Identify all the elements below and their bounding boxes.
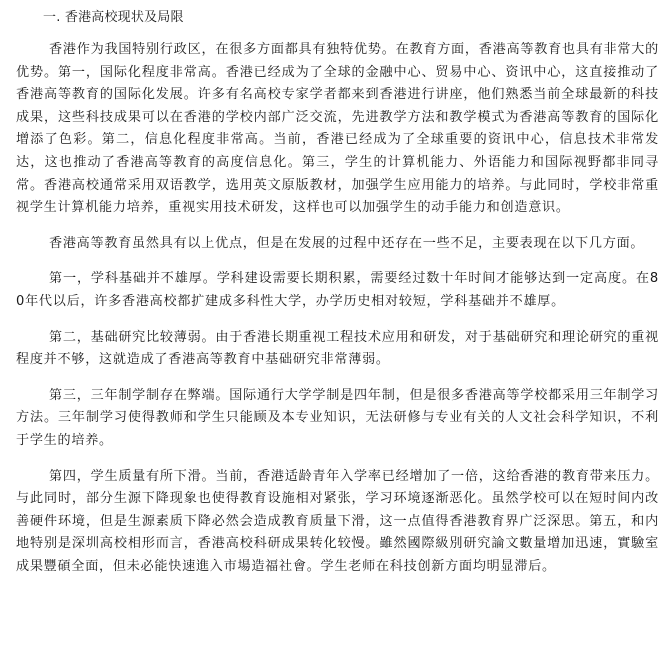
paragraph-point-3: 第三，三年制学制存在弊端。国际通行大学学制是四年制，但是很多香港高等学校都采用三年制学习方法。三年制学习使得教师和学生只能顾及本专业知识，无法研修与专业有关的人文社会科学知识，不利于学生的培养。 [16, 387, 659, 448]
paragraph-transition: 香港高等教育虽然具有以上优点，但是在发展的过程中还存在一些不足，主要表现在以下几方面。 [49, 235, 645, 251]
paragraph-point-1: 第一，学科基础并不雄厚。学科建设需要长期积累，需要经过数十年时间才能够达到一定高度。在80年代以后，许多香港高校都扩建成多科性大学，办学历史相对较短，学科基础并不雄厚。 [16, 271, 659, 309]
paragraph-advantages: 香港作为我国特别行政区，在很多方面都具有独特优势。在教育方面，香港高等教育也具有非常大的优势。第一，国际化程度非常高。香港已经成为了全球的金融中心、贸易中心、资讯中心，这直接推动了香港高等教育的国际化发展。许多有名高校专家学者都来到香港进行讲座，他们熟悉当前全球最新的科技成果，这些科技成果可以在香港的学校内部广泛交流，先进教学方法和教学模式为香港高等教育的国际化增添了色彩。第二，信息化程度非常高。当前，香港已经成为了全球重要的资讯中心，信息技术非常发达，这也推动了香港高等教育的高度信息化。第三，学生的计算机能力、外语能力和国际视野都非同寻常。香港高校通常采用双语教学，选用英文原版教材，加强学生应用能力的培养。与此同时，学校非常重视学生计算机能力培养，重视实用技术研发，这样也可以加强学生的动手能力和创造意识。 [16, 42, 659, 216]
paragraph-point-4-5: 第四，学生质量有所下滑。当前，香港适龄青年入学率已经增加了一倍，这给香港的教育带来压力。与此同时，部分生源下降现象也使得教育设施相对紧张，学习环境逐渐恶化。虽然学校可以在短时间内改善硬件环境，但是生源素质下降必然会造成教育质量下滑，这一点值得香港教育界广泛深思。第五，和内地特别是深圳高校相形而言，香港高校科研成果转化较慢。雖然國際級別研究論文數量增加迅速，實驗室成果豐碩全面，但未必能快速進入市場造福社會。学生老师在科技创新方面均明显滞后。 [16, 468, 659, 574]
section-heading: 一. 香港高校现状及局限 [43, 10, 184, 25]
paragraph-point-2: 第二，基础研究比较薄弱。由于香港长期重视工程技术应用和研发，对于基础研究和理论研究的重视程度并不够，这就造成了香港高等教育中基础研究非常薄弱。 [16, 329, 659, 368]
